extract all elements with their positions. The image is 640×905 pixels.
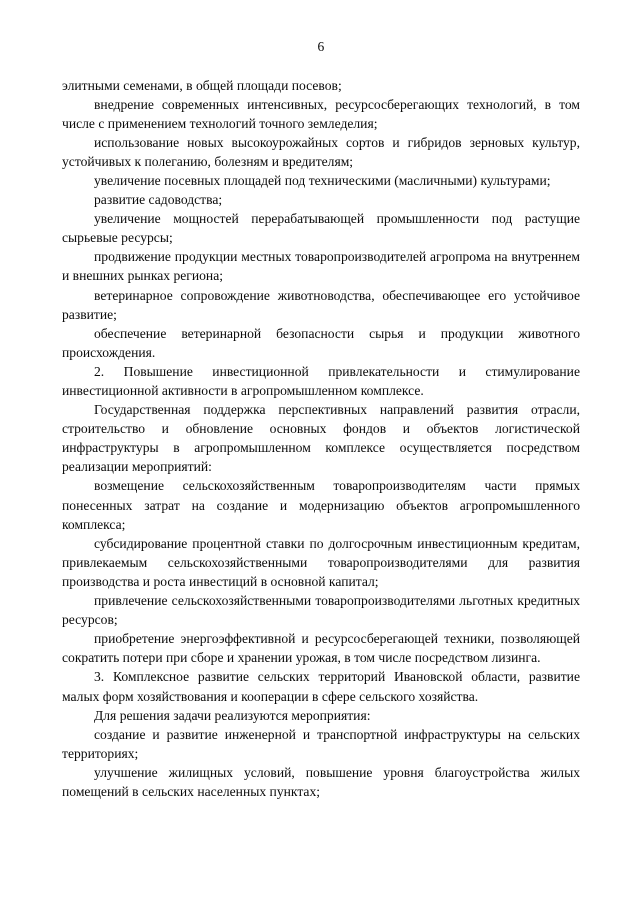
paragraph: обеспечение ветеринарной безопасности сырья и продукции животного происхождения. [62,325,580,360]
paragraph: создание и развитие инженерной и транспортной инфраструктуры на сельских территориях; [62,726,580,761]
paragraph: субсидирование процентной ставки по долгосрочным инвестиционным кредитам, привлекаемым сельскохозяйственными товаропроизводителями для развития производства и роста инвестиций в основной капитал; [62,535,580,589]
paragraph: привлечение сельскохозяйственными товаропроизводителями льготных кредитных ресурсов; [62,593,580,628]
paragraph: Для решения задачи реализуются мероприятия: [94,707,371,723]
paragraph: продвижение продукции местных товаропроизводителей агропрома на внутреннем и внешних рынках региона; [62,249,580,284]
paragraph: ветеринарное сопровождение животноводства, обеспечивающее его устойчивое развитие; [62,287,580,322]
paragraph: элитными семенами, в общей площади посевов; [62,77,342,93]
paragraph: возмещение сельскохозяйственным товаропроизводителям части прямых понесенных затрат на создание и модернизацию объектов агропромышленного комплекса; [62,478,580,532]
paragraph: увеличение мощностей перерабатывающей промышленности под растущие сырьевые ресурсы; [62,211,580,246]
document-body [62,76,580,802]
paragraph: 3. Комплексное развитие сельских территорий Ивановской области, развитие малых форм хозяйствования и кооперации в сфере сельского хозяйства. [62,669,580,704]
paragraph: Государственная поддержка перспективных направлений развития отрасли, строительство и обновление основных фондов и объектов логистической инфраструктуры в агропромышленном комплексе осуществляется посредством реализации мероприятий: [62,402,580,475]
paragraph: развитие садоводства; [94,192,223,208]
paragraph: улучшение жилищных условий, повышение уровня благоустройства жилых помещений в сельских населенных пунктах; [62,764,580,799]
paragraph: 2. Повышение инвестиционной привлекательности и стимулирование инвестиционной активности в агропромышленном комплексе. [62,363,580,398]
paragraph: приобретение энергоэффективной и ресурсосберегающей техники, позволяющей сократить потери при сборе и хранении урожая, в том числе посредством лизинга. [62,631,580,666]
paragraph: увеличение посевных площадей под техническими (масличными) культурами; [94,172,551,188]
page-number: 6 [317,39,325,54]
paragraph: использование новых высокоурожайных сортов и гибридов зерновых культур, устойчивых к полеганию, болезням и вредителям; [62,134,580,169]
paragraph: внедрение современных интенсивных, ресурсосберегающих технологий, в том числе с применением технологий точного земледелия; [62,96,580,131]
